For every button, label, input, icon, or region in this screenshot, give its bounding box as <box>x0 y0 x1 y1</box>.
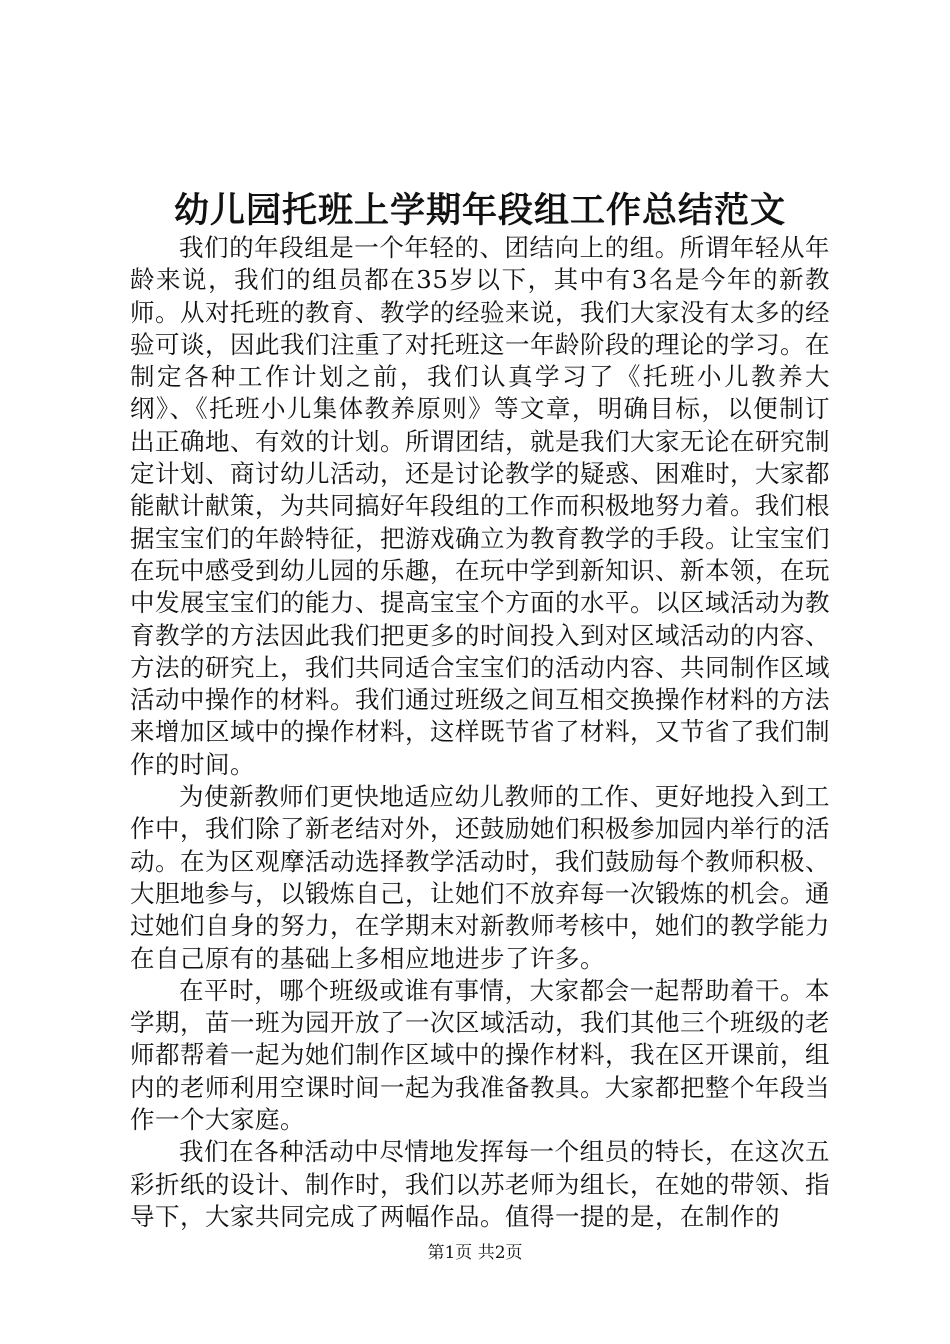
page-footer: 第1页 共2页 <box>427 1243 523 1263</box>
paragraph-4: 我们在各种活动中尽情地发挥每一个组员的特长，在这次五彩折纸的设计、制作时，我们以苏老师为组长，在她的带领、指导下，大家共同完成了两幅作品。值得一提的是，在制作的 <box>130 1137 830 1231</box>
document-body <box>130 232 830 1233</box>
document-title: 幼儿园托班上学期年段组工作总结范文 <box>173 190 786 231</box>
paragraph-2: 为使新教师们更快地适应幼儿教师的工作、更好地投入到工作中，我们除了新老结对外，还鼓励她们积极参加园内举行的活动。在为区观摩活动选择教学活动时，我们鼓励每个教师积极、大胆地参与，以锻炼自己，让她们不放弃每一次锻炼的机会。通过她们自身的努力，在学期末对新教师考核中，她们的教学能力在自己原有的基础上多相应地进步了许多。 <box>130 782 830 973</box>
paragraph-3: 在平时，哪个班级或谁有事情，大家都会一起帮助着干。本学期，苗一班为园开放了一次区域活动，我们其他三个班级的老师都帮着一起为她们制作区域中的操作材料，我在区开课前，组内的老师利用空课时间一起为我准备教具。大家都把整个年段当作一个大家庭。 <box>130 975 830 1135</box>
paragraph-1: 我们的年段组是一个年轻的、团结向上的组。所谓年轻从年龄来说，我们的组员都在35岁以下，其中有3名是今年的新教师。从对托班的教育、教学的经验来说，我们大家没有太多的经验可谈，因此我们注重了对托班这一年龄阶段的理论的学习。在制定各种工作计划之前，我们认真学习了《托班小儿教养大纲》、《托班小儿集体教养原则》等文章，明确目标，以便制订出正确地、有效的计划。所谓团结，就是我们大家无论在研究制定计划、商讨幼儿活动，还是讨论教学的疑惑、困难时，大家都能献计献策，为共同搞好年段组的工作而积极地努力着。我们根据宝宝们的年龄特征，把游戏确立为教育教学的手段。让宝宝们在玩中感受到幼儿园的乐趣，在玩中学到新知识、新本领，在玩中发展宝宝们的能力、提高宝宝个方面的水平。以区域活动为教育教学的方法因此我们把更多的时间投入到对区域活动的内容、方法的研究上，我们共同适合宝宝们的活动内容、共同制作区域活动中操作的材料。我们通过班级之间互相交换操作材料的方法来增加区域中的操作材料，这样既节省了材料，又节省了我们制作的时间。 <box>130 233 830 779</box>
